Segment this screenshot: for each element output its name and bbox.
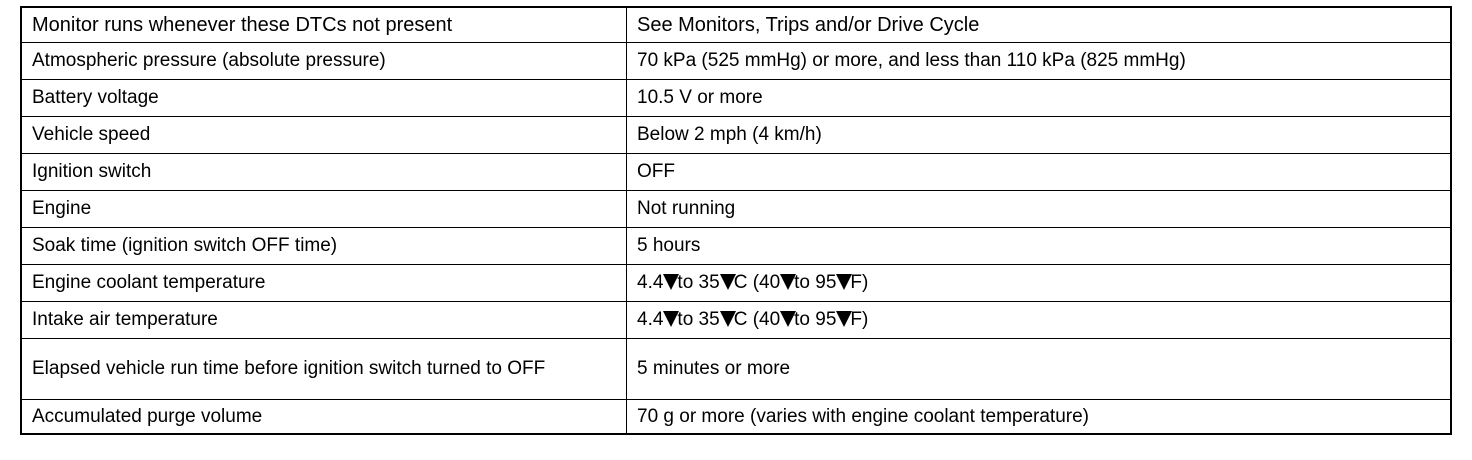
table-row — [21, 43, 1451, 80]
value-cell: 5 hours — [627, 228, 1452, 265]
item-cell: Monitor runs whenever these DTCs not present — [21, 7, 627, 43]
table-row — [21, 302, 1451, 339]
value-part: F) — [850, 309, 869, 330]
table-row — [21, 80, 1451, 117]
item-cell: Soak time (ignition switch OFF time) — [21, 228, 627, 265]
value-cell: See Monitors, Trips and/or Drive Cycle — [627, 7, 1452, 43]
value-part: to 95 — [794, 309, 837, 330]
item-cell: Elapsed vehicle run time before ignition switch turned to OFF — [21, 339, 627, 400]
item-cell: Intake air temperature — [21, 302, 627, 339]
value-cell: 5 minutes or more — [627, 339, 1452, 400]
table-row — [21, 154, 1451, 191]
value-part: 4.4 — [637, 309, 664, 330]
item-cell: Engine coolant temperature — [21, 265, 627, 302]
item-cell: Accumulated purge volume — [21, 400, 627, 435]
value-cell: Below 2 mph (4 km/h) — [627, 117, 1452, 154]
value-part: 4.4 — [637, 272, 664, 293]
table-row — [21, 191, 1451, 228]
value-cell: 70 kPa (525 mmHg) or more, and less than 110 kPa (825 mmHg) — [627, 43, 1452, 80]
value-part: C (40 — [733, 309, 781, 330]
item-cell: Ignition switch — [21, 154, 627, 191]
item-cell: Atmospheric pressure (absolute pressure) — [21, 43, 627, 80]
value-cell: 10.5 V or more — [627, 80, 1452, 117]
item-cell: Vehicle speed — [21, 117, 627, 154]
value-part: F) — [850, 272, 869, 293]
item-cell: Engine — [21, 191, 627, 228]
value-part: to 35 — [677, 309, 720, 330]
item-cell: Battery voltage — [21, 80, 627, 117]
table-row — [21, 339, 1451, 400]
value-part: to 95 — [794, 272, 837, 293]
conditions-table — [20, 6, 1452, 435]
table-row — [21, 228, 1451, 265]
table-row — [21, 117, 1451, 154]
value-cell — [627, 302, 1452, 339]
value-cell: OFF — [627, 154, 1452, 191]
value-cell: Not running — [627, 191, 1452, 228]
table-row — [21, 265, 1451, 302]
value-cell — [627, 265, 1452, 302]
value-part: to 35 — [677, 272, 720, 293]
table-row — [21, 400, 1451, 435]
value-part: C (40 — [733, 272, 781, 293]
value-cell: 70 g or more (varies with engine coolant temperature) — [627, 400, 1452, 435]
table-row — [21, 7, 1451, 43]
